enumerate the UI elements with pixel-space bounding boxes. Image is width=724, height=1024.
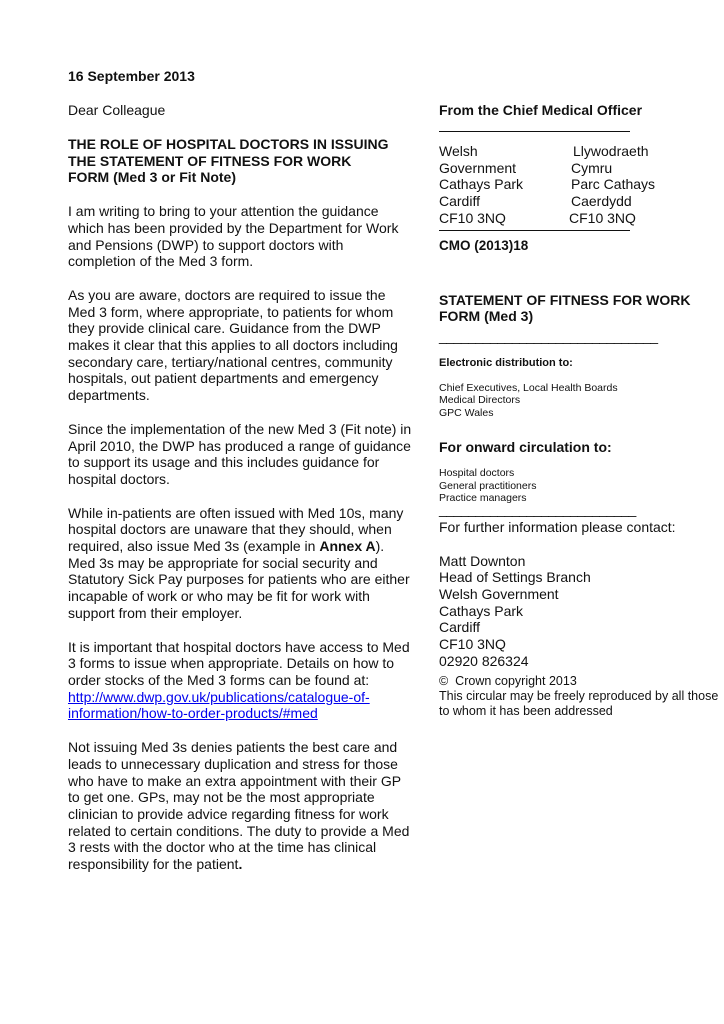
- underline-divider: ___________________________: [439, 500, 636, 517]
- contact-block: [439, 553, 719, 670]
- onward-circulation-list: [439, 467, 719, 505]
- distribution-item: Medical Directors: [439, 394, 521, 407]
- address-line: Cardiff: [439, 193, 480, 210]
- statement-title: STATEMENT OF FITNESS FOR WORK FORM (Med 3): [439, 291, 691, 325]
- subject-line: THE STATEMENT OF FITNESS FOR WORK: [68, 152, 352, 169]
- subject-heading: [68, 136, 413, 186]
- circulation-item: General practitioners: [439, 479, 537, 492]
- divider: [439, 230, 630, 231]
- contact-address-line: Cathays Park: [439, 602, 524, 619]
- circulation-item: Practice managers: [439, 492, 527, 505]
- further-info-label: For further information please contact:: [439, 518, 676, 535]
- address-line: Parc Cathays: [571, 176, 656, 193]
- final-period: .: [238, 856, 243, 873]
- reproduction-note: This circular may be freely reproduced by all those to whom it has been addressed: [439, 688, 719, 718]
- paragraph-access: [68, 639, 413, 723]
- address-welsh: [571, 143, 719, 227]
- annex-a-reference: Annex A: [319, 538, 376, 555]
- paragraph-requirement: As you are aware, doctors are required to issue the Med 3 form, where appropriate, to patients for whom they provide clinical care. Guidance from the DWP makes it clear that this applies to all doctors including secondary care, tertiary/national centres, community hospitals, out patient departments and emergency departments.: [68, 286, 398, 404]
- letter-body: [68, 68, 413, 873]
- paragraph-med10: [68, 505, 413, 622]
- address-line: Government: [439, 159, 517, 176]
- subject-line: FORM (Med 3 or Fit Note): [68, 169, 236, 186]
- subject-line: THE ROLE OF HOSPITAL DOCTORS IN ISSUING: [68, 136, 389, 152]
- underline-divider: ______________________________: [439, 327, 658, 344]
- divider: [439, 131, 630, 132]
- salutation: Dear Colleague: [68, 102, 166, 118]
- paragraph-text: While in-patients are often issued with Med 10s, many hospital doctors are unaware that they should, when required, also issue Med 3s (example in: [68, 504, 404, 555]
- paragraph-implementation: Since the implementation of the new Med 3 (Fit note) in April 2010, the DWP has produced a range of guidance to support its usage and this includes guidance for hospital doctors.: [68, 420, 412, 487]
- dwp-order-link[interactable]: http://www.dwp.gov.uk/publications/catalogue-of-information/how-to-order-products/#med: [68, 688, 370, 722]
- address-line: Cymru: [571, 159, 613, 176]
- copyright-block: [439, 674, 719, 719]
- from-heading: From the Chief Medical Officer: [439, 102, 643, 118]
- paragraph-text: It is important that hospital doctors have access to Med 3 forms to issue when appropriate. Details on how to order stocks of the Med 3 forms can be found at:: [68, 638, 410, 688]
- address-line: CF10 3NQ: [439, 209, 506, 226]
- copyright-line: [439, 674, 719, 689]
- sidebar: [439, 102, 719, 719]
- letter-date: 16 September 2013: [68, 68, 195, 84]
- address-line: Caerdydd: [571, 193, 632, 210]
- contact-phone: 02920 826324: [439, 652, 529, 669]
- contact-title: Head of Settings Branch: [439, 569, 591, 586]
- copyright-text: Crown copyright 2013: [455, 673, 577, 688]
- paragraph-text: Not issuing Med 3s denies patients the best care and leads to unnecessary duplication and stress for those who have to make an extra appointment with their GP to get one. GPs, may not be the most appropriate clinician to provide advice regarding fitness for work related to certain conditions. The duty to provide a Med 3 rests with the doctor who at the time has clinical responsibility for the patient: [68, 739, 410, 873]
- address-line: Cathays Park: [439, 176, 524, 193]
- distribution-item: GPC Wales: [439, 406, 494, 419]
- distribution-item: Chief Executives, Local Health Boards: [439, 381, 618, 394]
- electronic-distribution-list: [439, 382, 719, 420]
- paragraph-intro: I am writing to bring to your attention the guidance which has been provided by the Department for Work and Pensions (DWP) to support doctors with completion of the Med 3 form.: [68, 203, 399, 270]
- circulation-item: Hospital doctors: [439, 467, 515, 480]
- paragraph-conclusion: [68, 739, 413, 873]
- contact-postcode: CF10 3NQ: [439, 636, 506, 653]
- reference-number: CMO (2013)18: [439, 237, 529, 253]
- address-line: Llywodraeth: [573, 143, 649, 159]
- address-line: CF10 3NQ: [569, 209, 636, 226]
- contact-name: Matt Downton: [439, 552, 526, 569]
- copyright-icon: ©: [439, 673, 449, 688]
- contact-org: Welsh Government: [439, 586, 559, 603]
- address-line: Welsh: [439, 143, 478, 159]
- onward-circulation-label: For onward circulation to:: [439, 439, 612, 456]
- address-english: [439, 143, 571, 227]
- address-block: [439, 143, 719, 227]
- paragraph-text: ). Med 3s may be appropriate for social security and Statutory Sick Pay purposes for patients who are either incapable of work or who may be fit for work with support from their employer.: [68, 538, 410, 621]
- electronic-distribution-label: Electronic distribution to:: [439, 356, 573, 369]
- contact-address-line: Cardiff: [439, 619, 480, 636]
